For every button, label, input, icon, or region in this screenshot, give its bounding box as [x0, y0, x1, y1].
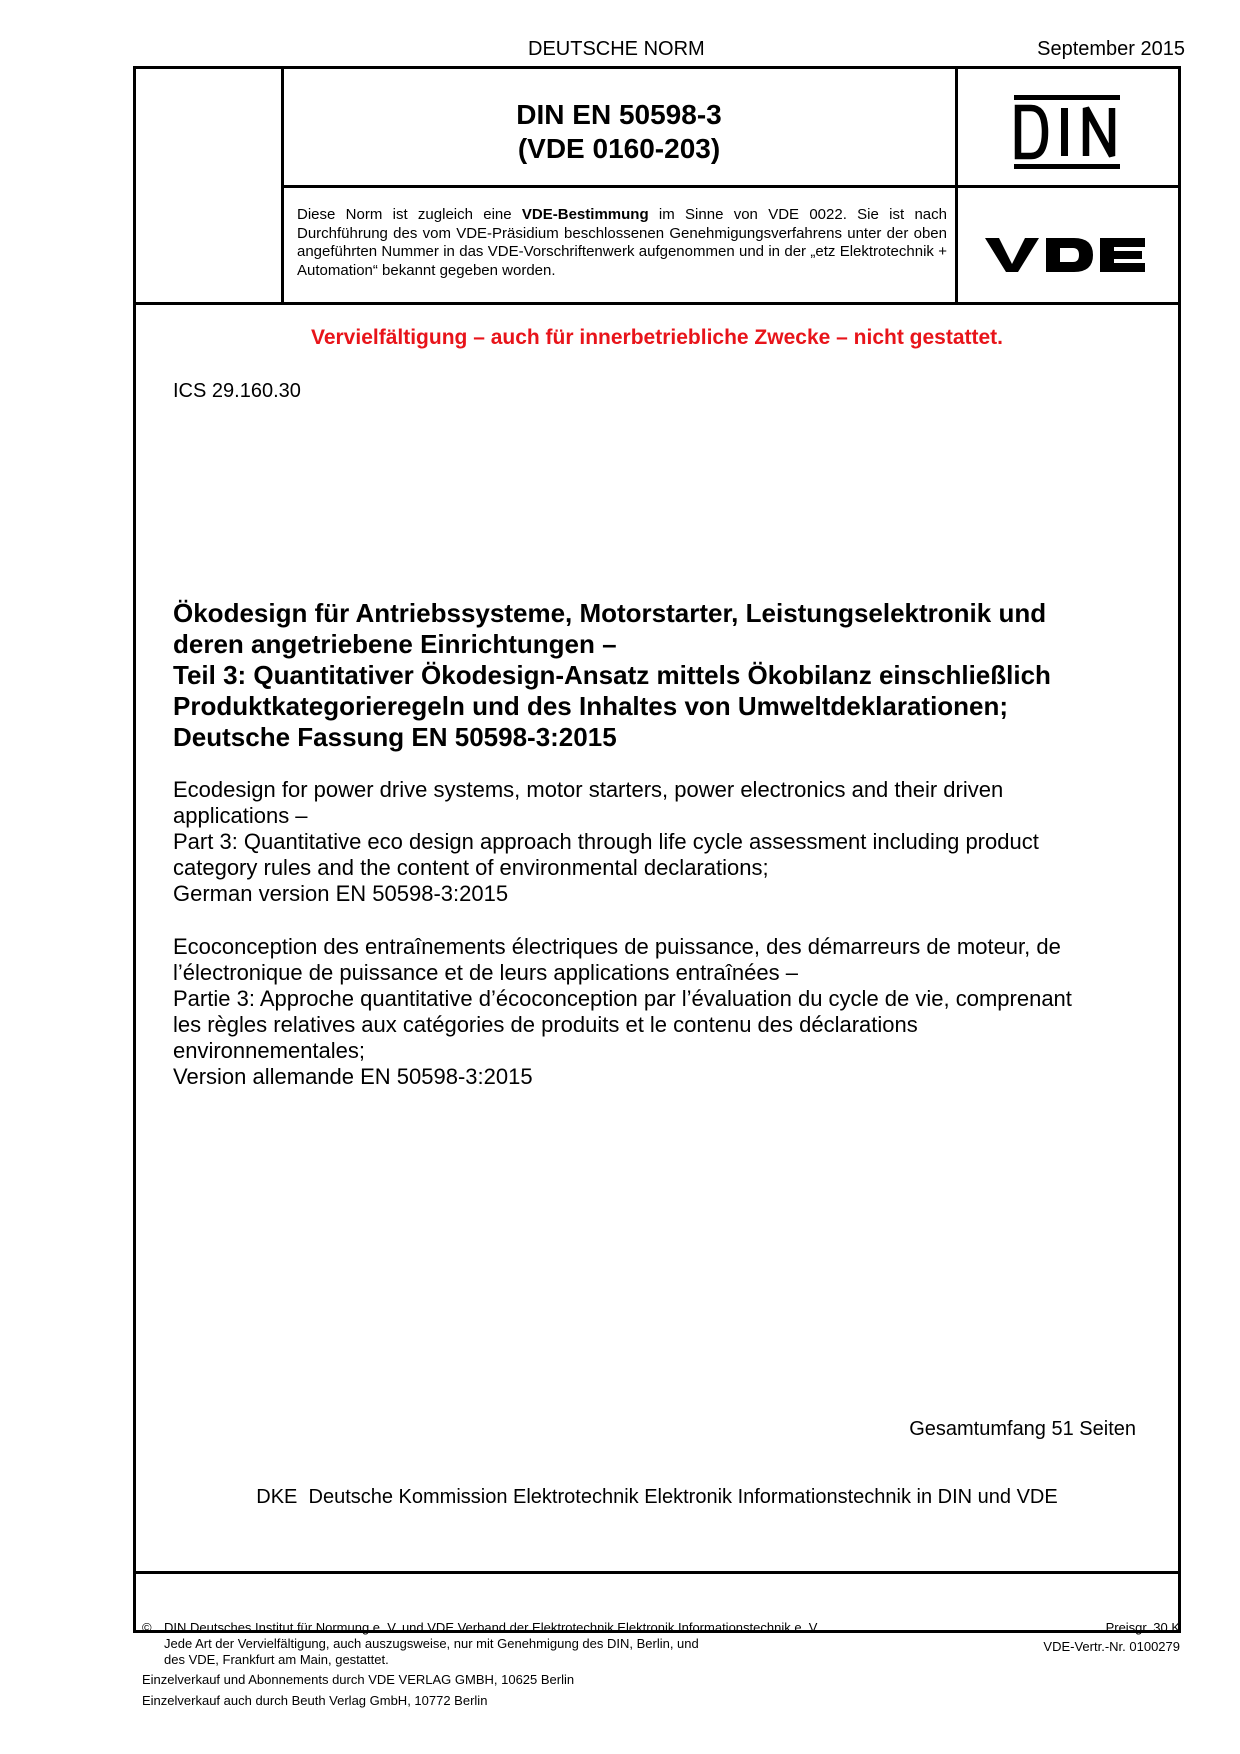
- title-line: deren angetriebene Einrichtungen –: [173, 629, 617, 659]
- vde-logo: [985, 232, 1147, 276]
- title-line: les règles relatives aux catégories de produits et le contenu des déclarations: [173, 1012, 918, 1037]
- copyright-line: des VDE, Frankfurt am Main, gestattet.: [164, 1652, 389, 1667]
- page-count: Gesamtumfang 51 Seiten: [909, 1418, 1136, 1440]
- price-info: [1043, 1620, 1180, 1655]
- title-line: German version EN 50598-3:2015: [173, 881, 509, 906]
- copyright-line: Jede Art der Vervielfältigung, auch auszugsweise, nur mit Genehmigung des DIN, Berlin, und: [164, 1636, 699, 1651]
- title-line: applications –: [173, 803, 308, 828]
- notice-text: im Sinne von VDE 0022. Sie ist nach Durchführung des vom VDE-Präsidium beschlossenen Genehmigungsverfahrens unter der oben angeführten Nummer in das VDE-Vorschriftenwerk aufgenommen und in der „etz Elektrotechnik + Automation“ bekannt gegeben worden.: [297, 206, 947, 279]
- title-line: environnementales;: [173, 1038, 366, 1063]
- copyright-icon: ©: [142, 1620, 152, 1635]
- vde-regulation-notice: [297, 206, 947, 280]
- title-line: Produktkategorieregeln und des Inhaltes von Umweltdeklarationen;: [173, 691, 1009, 721]
- price-group: Preisgr. 30 K: [1105, 1620, 1180, 1635]
- title-line: Version allemande EN 50598-3:2015: [173, 1064, 533, 1089]
- ics-code: ICS 29.160.30: [173, 380, 301, 402]
- copyright-notice: [142, 1620, 922, 1668]
- notice-highlight: VDE-Bestimmung: [521, 206, 649, 223]
- sales-info-vde: Einzelverkauf und Abonnements durch VDE VERLAG GMBH, 10625 Berlin: [142, 1672, 575, 1687]
- publication-date: September 2015: [1037, 38, 1185, 60]
- reproduction-notice: Vervielfältigung – auch für innerbetriebliche Zwecke – nicht gestattet.: [310, 326, 1003, 349]
- norm-type-label: DEUTSCHE NORM: [528, 38, 705, 60]
- vde-classification: (VDE 0160-203): [517, 133, 721, 164]
- standard-number: DIN EN 50598-3: [516, 99, 722, 130]
- title-line: Part 3: Quantitative eco design approach through life cycle assessment including product: [173, 829, 1039, 854]
- notice-text: Diese Norm ist zugleich eine: [297, 206, 522, 223]
- standard-title-block: [285, 98, 953, 166]
- frame-divider: [133, 302, 1181, 305]
- title-line: category rules and the content of environmental declarations;: [173, 855, 769, 880]
- sales-info-beuth: Einzelverkauf auch durch Beuth Verlag GmbH, 10772 Berlin: [142, 1693, 488, 1708]
- frame-divider: [133, 1571, 1181, 1574]
- title-line: Ecoconception des entraînements électriques de puissance, des démarreurs de moteur, de: [173, 934, 1061, 959]
- title-line: Deutsche Fassung EN 50598-3:2015: [173, 722, 617, 752]
- title-german: [173, 598, 1133, 753]
- title-line: Partie 3: Approche quantitative d’écoconception par l’évaluation du cycle de vie, comprenant: [173, 986, 1072, 1011]
- title-english: [173, 777, 1133, 907]
- title-line: Ecodesign for power drive systems, motor starters, power electronics and their driven: [173, 777, 1004, 802]
- title-line: Teil 3: Quantitativer Ökodesign-Ansatz mittels Ökobilanz einschließlich: [173, 660, 1051, 690]
- title-line: Ökodesign für Antriebssysteme, Motorstarter, Leistungselektronik und: [173, 598, 1047, 628]
- committee-name: DKE Deutsche Kommission Elektrotechnik Elektronik Informationstechnik in DIN und VDE: [256, 1486, 1058, 1508]
- distribution-number: VDE-Vertr.-Nr. 0100279: [1043, 1639, 1180, 1654]
- title-french: [173, 934, 1133, 1090]
- copyright-line: DIN Deutsches Institut für Normung e. V. und VDE Verband der Elektrotechnik Elektronik Informationstechnik e. V.: [164, 1620, 820, 1635]
- din-logo: [1014, 95, 1120, 169]
- title-line: l’électronique de puissance et de leurs applications entraînées –: [173, 960, 798, 985]
- frame-divider: [281, 185, 1181, 188]
